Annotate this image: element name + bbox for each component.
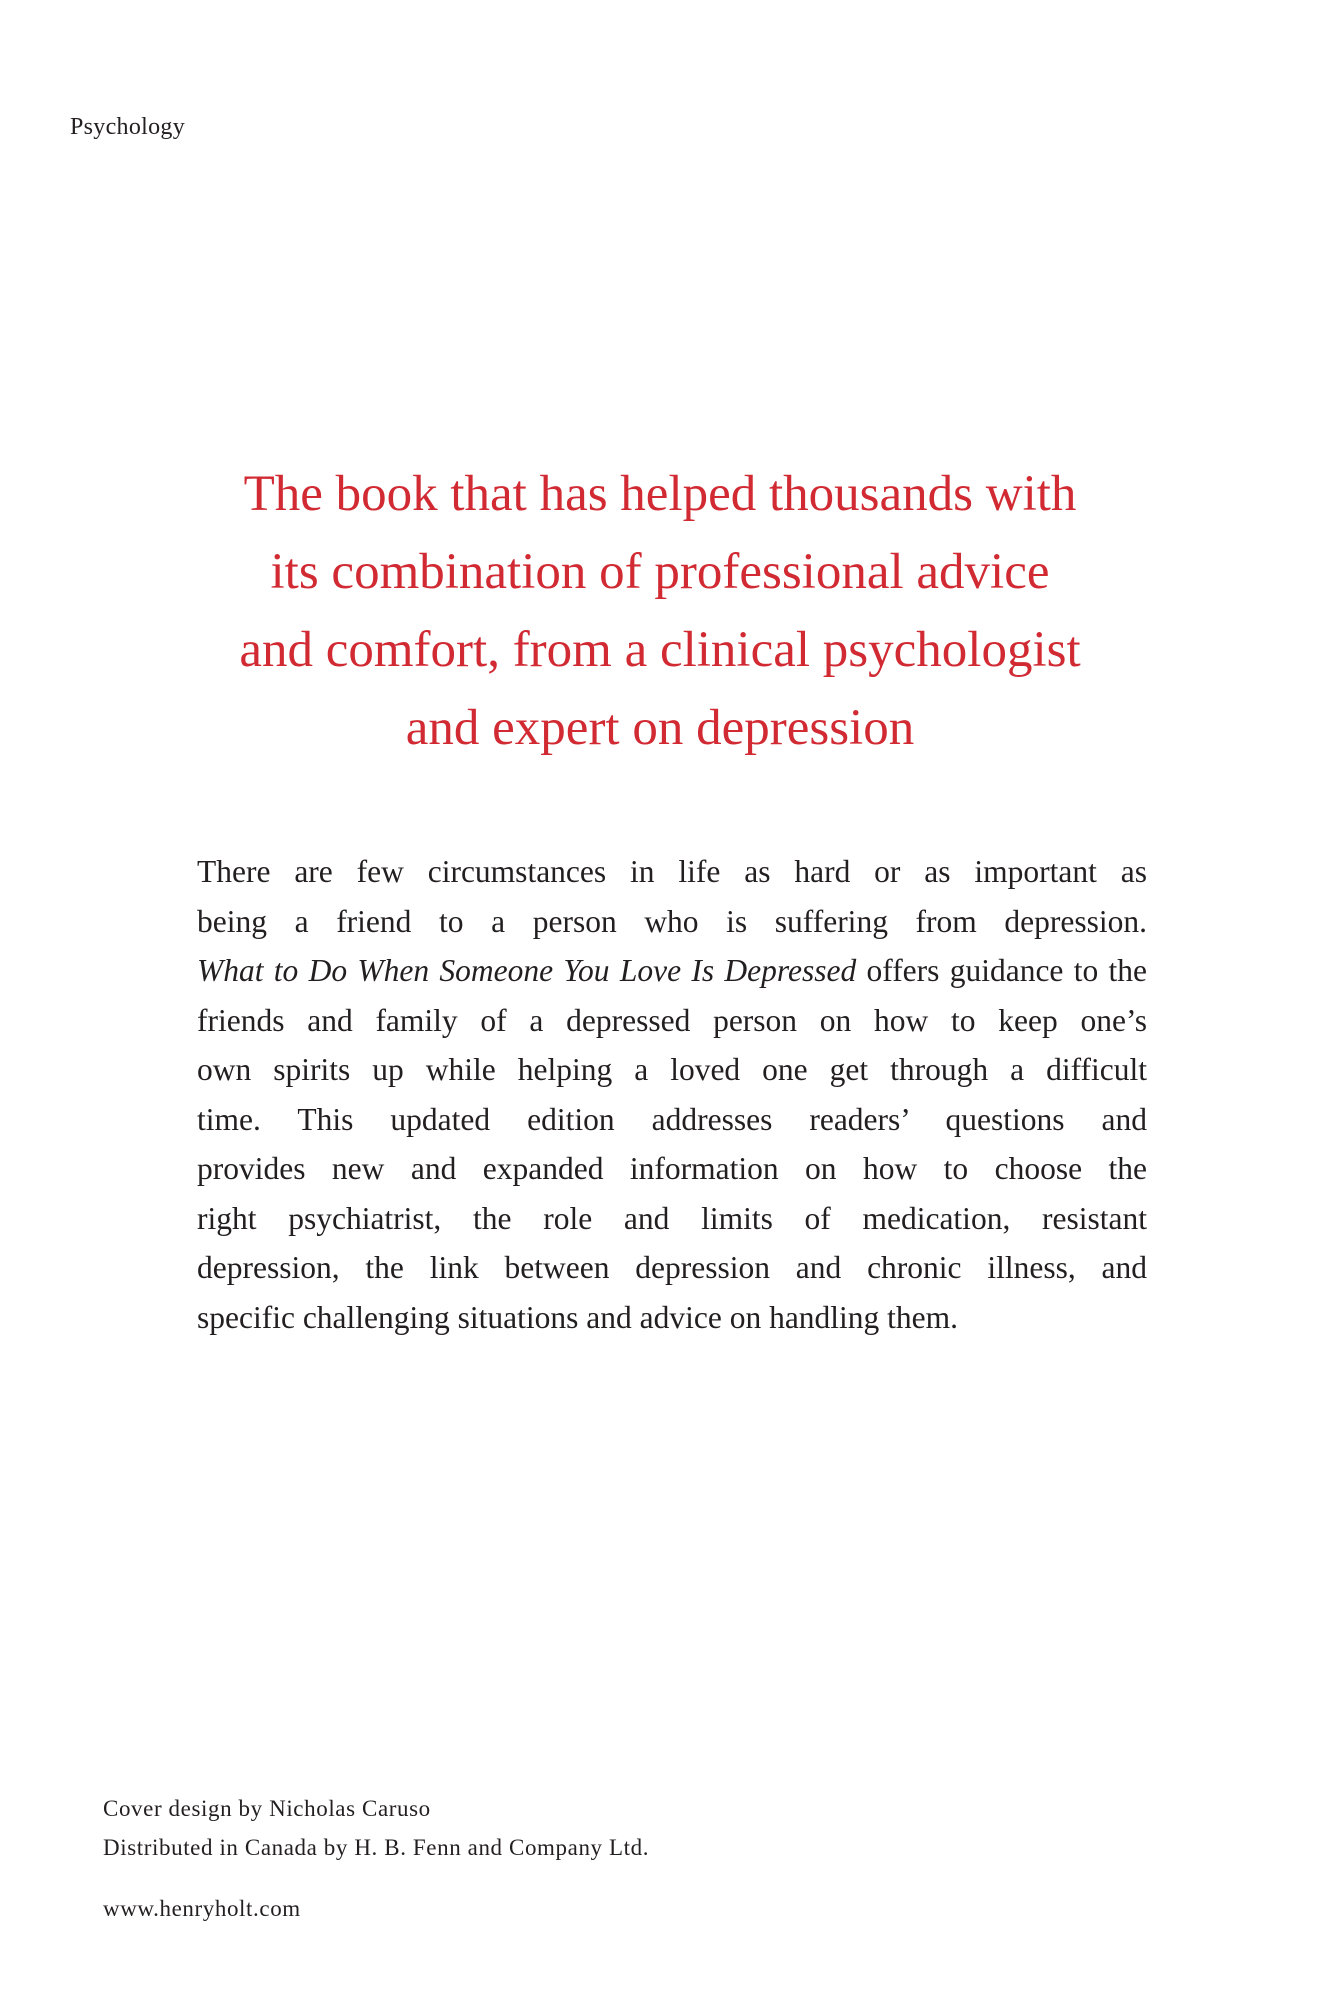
description-line: friends and family of a depressed person on how to keep one’s [197, 1002, 1147, 1038]
headline-line: and expert on depression [405, 700, 915, 756]
headline-line: The book that has helped thousands with [243, 466, 1077, 522]
headline-line: its combination of professional advice [270, 544, 1050, 600]
description-paragraph [197, 847, 1147, 1342]
description-line: time. This updated edition addresses readers’ questions and [197, 1101, 1147, 1137]
description-line: specific challenging situations and advice on handling them. [197, 1299, 959, 1335]
distribution-credit: Distributed in Canada by H. B. Fenn and Company Ltd. [103, 1835, 650, 1860]
description-line: depression, the link between depression and chronic illness, and [197, 1250, 1147, 1285]
publisher-website: www.henryholt.com [103, 1896, 301, 1921]
credits [103, 1789, 649, 1867]
description-line: provides new and expanded information on how to choose the [197, 1151, 1147, 1186]
description-line: There are few circumstances in life as hard or as important as [197, 854, 1147, 889]
headline-line: and comfort, from a clinical psychologist [239, 622, 1081, 678]
cover-design-credit: Cover design by Nicholas Caruso [103, 1796, 431, 1821]
description-text: offers guidance to the [856, 953, 1147, 988]
description-line: own spirits up while helping a loved one get through a difficult [197, 1052, 1147, 1087]
headline [160, 455, 1160, 767]
description-line [197, 946, 1147, 996]
category-label: Psychology [70, 114, 186, 140]
description-line: right psychiatrist, the role and limits of medication, resistant [197, 1200, 1147, 1236]
description-line: being a friend to a person who is suffering from depression. [197, 903, 1147, 939]
book-title: What to Do When Someone You Love Is Depressed [197, 953, 857, 988]
